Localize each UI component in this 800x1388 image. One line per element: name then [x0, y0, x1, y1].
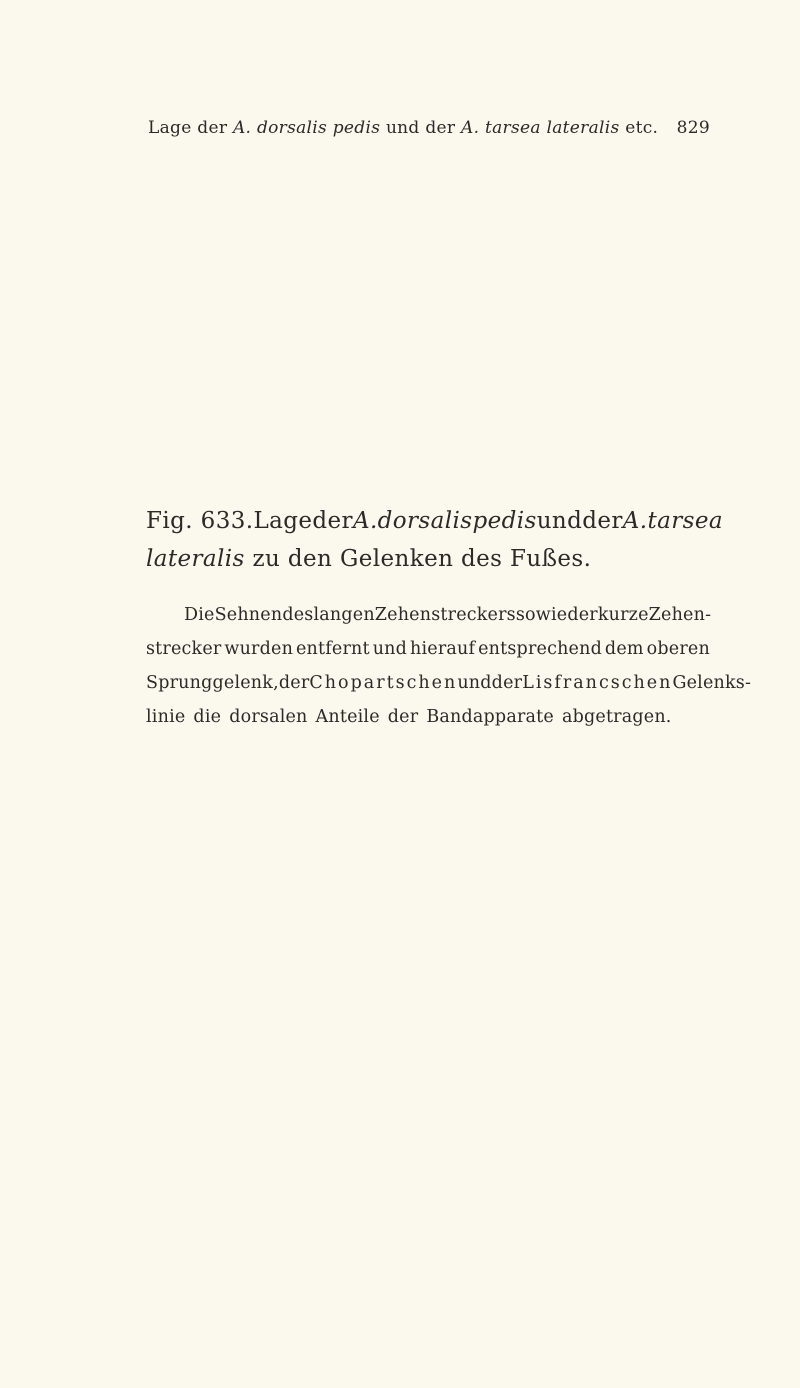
header-part-italic: A. tarsea lateralis: [461, 118, 620, 138]
word: sowie: [515, 605, 568, 625]
caption-line: [146, 502, 723, 540]
caption-word-italic: A.: [352, 508, 378, 534]
figure-caption: [146, 502, 723, 578]
caption-word-italic: dorsalis: [377, 508, 473, 534]
caption-word: Fig. 633.: [146, 508, 254, 534]
word: langen: [313, 605, 375, 625]
word-spaced: Lisfrancschen: [522, 673, 673, 693]
word: der: [387, 707, 419, 727]
word: die: [193, 707, 222, 727]
caption-word-italic: tarsea: [647, 508, 723, 534]
word: kurze: [597, 605, 649, 625]
word: oberen: [646, 639, 710, 659]
header-part-italic: A. dorsalis pedis: [232, 118, 381, 138]
word: Anteile: [315, 707, 380, 727]
word-spaced: Chopartschen: [309, 673, 458, 693]
word: hierauf: [410, 639, 476, 659]
word: Bandapparate: [426, 707, 554, 727]
word: des: [282, 605, 314, 625]
caption-word: der: [582, 508, 623, 534]
caption-text: zu den Gelenken des Fußes.: [244, 546, 592, 572]
body-paragraph: [146, 598, 752, 734]
word: der: [491, 673, 523, 693]
word: Zehen-: [648, 605, 712, 625]
header-part: und der: [380, 118, 461, 138]
paragraph-line: [146, 598, 710, 632]
header-part: Lage der: [148, 118, 233, 138]
paragraph-line: [146, 700, 710, 734]
running-header-title: [148, 118, 658, 138]
word: entsprechend: [478, 639, 602, 659]
word: und: [372, 639, 408, 659]
running-header: [148, 118, 710, 144]
word: der: [278, 673, 310, 693]
word: und: [457, 673, 492, 693]
caption-word: Lage: [253, 508, 313, 534]
word: linie: [146, 707, 186, 727]
word: Gelenks-: [672, 673, 752, 693]
header-part: etc.: [619, 118, 659, 138]
caption-word: der: [312, 508, 353, 534]
word: strecker: [146, 639, 222, 659]
paragraph-line: [146, 632, 710, 666]
caption-word-italic: A.: [622, 508, 648, 534]
caption-word: und: [536, 508, 583, 534]
word: dem: [604, 639, 644, 659]
word: Zehenstreckers: [374, 605, 516, 625]
word: abgetragen.: [561, 707, 672, 727]
word: wurden: [224, 639, 294, 659]
paragraph-line: [146, 666, 752, 700]
caption-word-italic: lateralis: [146, 546, 245, 572]
word: dorsalen: [229, 707, 308, 727]
word: Sehnen: [214, 605, 283, 625]
caption-word-italic: pedis: [472, 508, 537, 534]
word: der: [567, 605, 598, 625]
caption-line: [146, 540, 710, 578]
page-number: 829: [676, 118, 710, 138]
word: Sprunggelenk,: [146, 673, 279, 693]
word: Die: [184, 605, 215, 625]
word: entfernt: [296, 639, 370, 659]
